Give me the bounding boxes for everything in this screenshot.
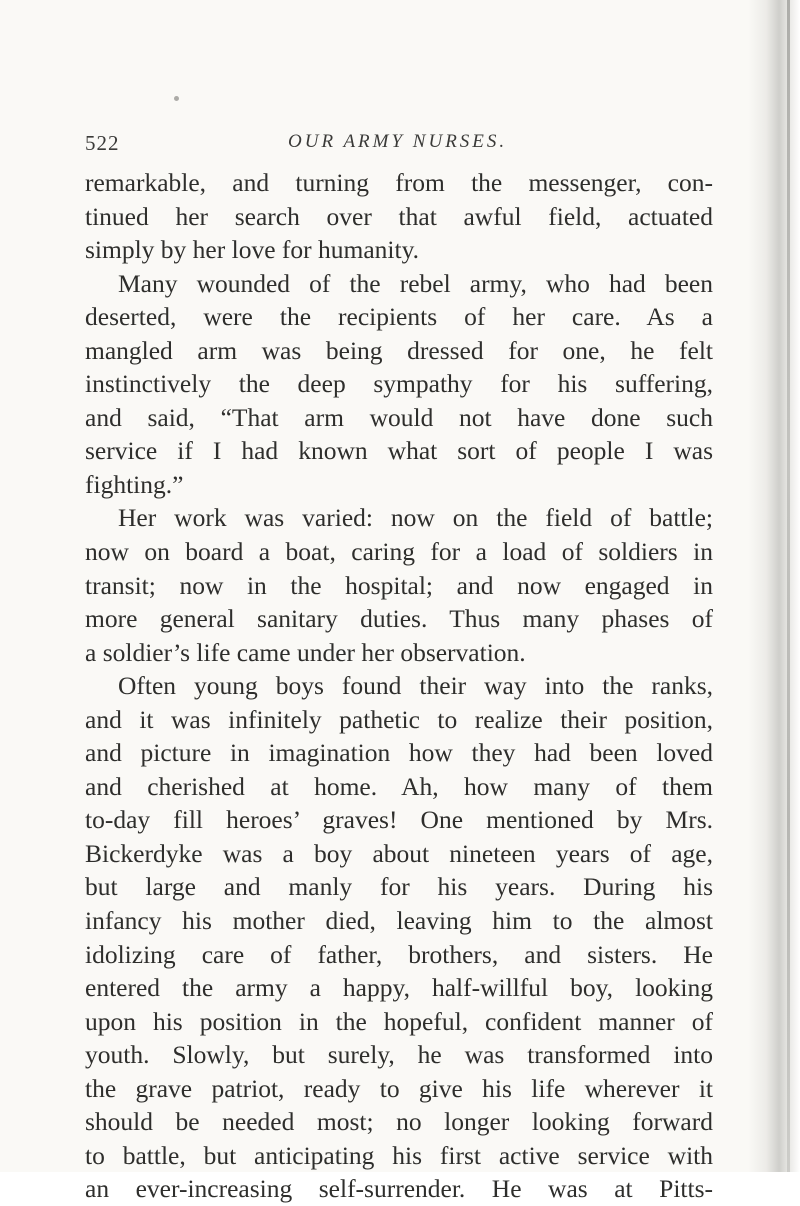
text-line: but large and manly for his years. During his (85, 872, 713, 902)
text-line: the grave patriot, ready to give his life wherever it (85, 1073, 713, 1103)
text-line: infancy his mother died, leaving him to the almost (85, 906, 713, 936)
body-text (85, 166, 713, 1206)
text-line: an ever-increasing self-surrender. He was at Pitts- (85, 1174, 713, 1204)
text-line: Often young boys found their way into the ranks, (118, 671, 713, 701)
running-title: OUR ARMY NURSES. (288, 131, 508, 152)
text-line: fighting.” (85, 469, 184, 499)
text-line: idolizing care of father, brothers, and sisters. He (85, 939, 713, 969)
text-line: youth. Slowly, but surely, he was transformed into (85, 1040, 713, 1070)
text-line: and said, “That arm would not have done such (85, 402, 713, 432)
text-line: Many wounded of the rebel army, who had been (118, 268, 713, 298)
text-line: entered the army a happy, half-willful boy, looking (85, 973, 713, 1003)
page-edge-shadow (748, 0, 800, 1172)
text-line: upon his position in the hopeful, confident manner of (85, 1006, 713, 1036)
text-line: simply by her love for humanity. (85, 235, 420, 265)
text-line: and it was infinitely pathetic to realize their position, (85, 704, 713, 734)
text-line: Bickerdyke was a boy about nineteen years of age, (85, 838, 713, 868)
text-line: service if I had known what sort of people I was (85, 436, 713, 466)
text-line: a soldier’s life came under her observation. (85, 637, 526, 667)
scan-speck (174, 96, 179, 101)
text-line: to battle, but anticipating his first active service with (85, 1140, 713, 1170)
page-edge-line (787, 0, 790, 1172)
text-line: deserted, were the recipients of her care. As a (85, 302, 713, 332)
running-head (85, 131, 705, 159)
text-line: should be needed most; no longer looking forward (85, 1107, 713, 1137)
page-number: 522 (85, 131, 120, 155)
text-line: transit; now in the hospital; and now engaged in (85, 570, 713, 600)
text-line: mangled arm was being dressed for one, he felt (85, 335, 713, 365)
text-line: instinctively the deep sympathy for his suffering, (85, 369, 713, 399)
text-line: and cherished at home. Ah, how many of them (85, 771, 713, 801)
text-line: remarkable, and turning from the messenger, con- (85, 168, 713, 197)
text-line: Her work was varied: now on the field of battle; (118, 503, 713, 533)
text-line: and picture in imagination how they had been loved (85, 738, 713, 768)
text-line: more general sanitary duties. Thus many phases of (85, 604, 713, 634)
text-line: tinued her search over that awful field, actuated (85, 201, 713, 231)
text-line: now on board a boat, caring for a load of soldiers in (85, 537, 713, 567)
text-line: to-day fill heroes’ graves! One mentioned by Mrs. (85, 805, 713, 835)
